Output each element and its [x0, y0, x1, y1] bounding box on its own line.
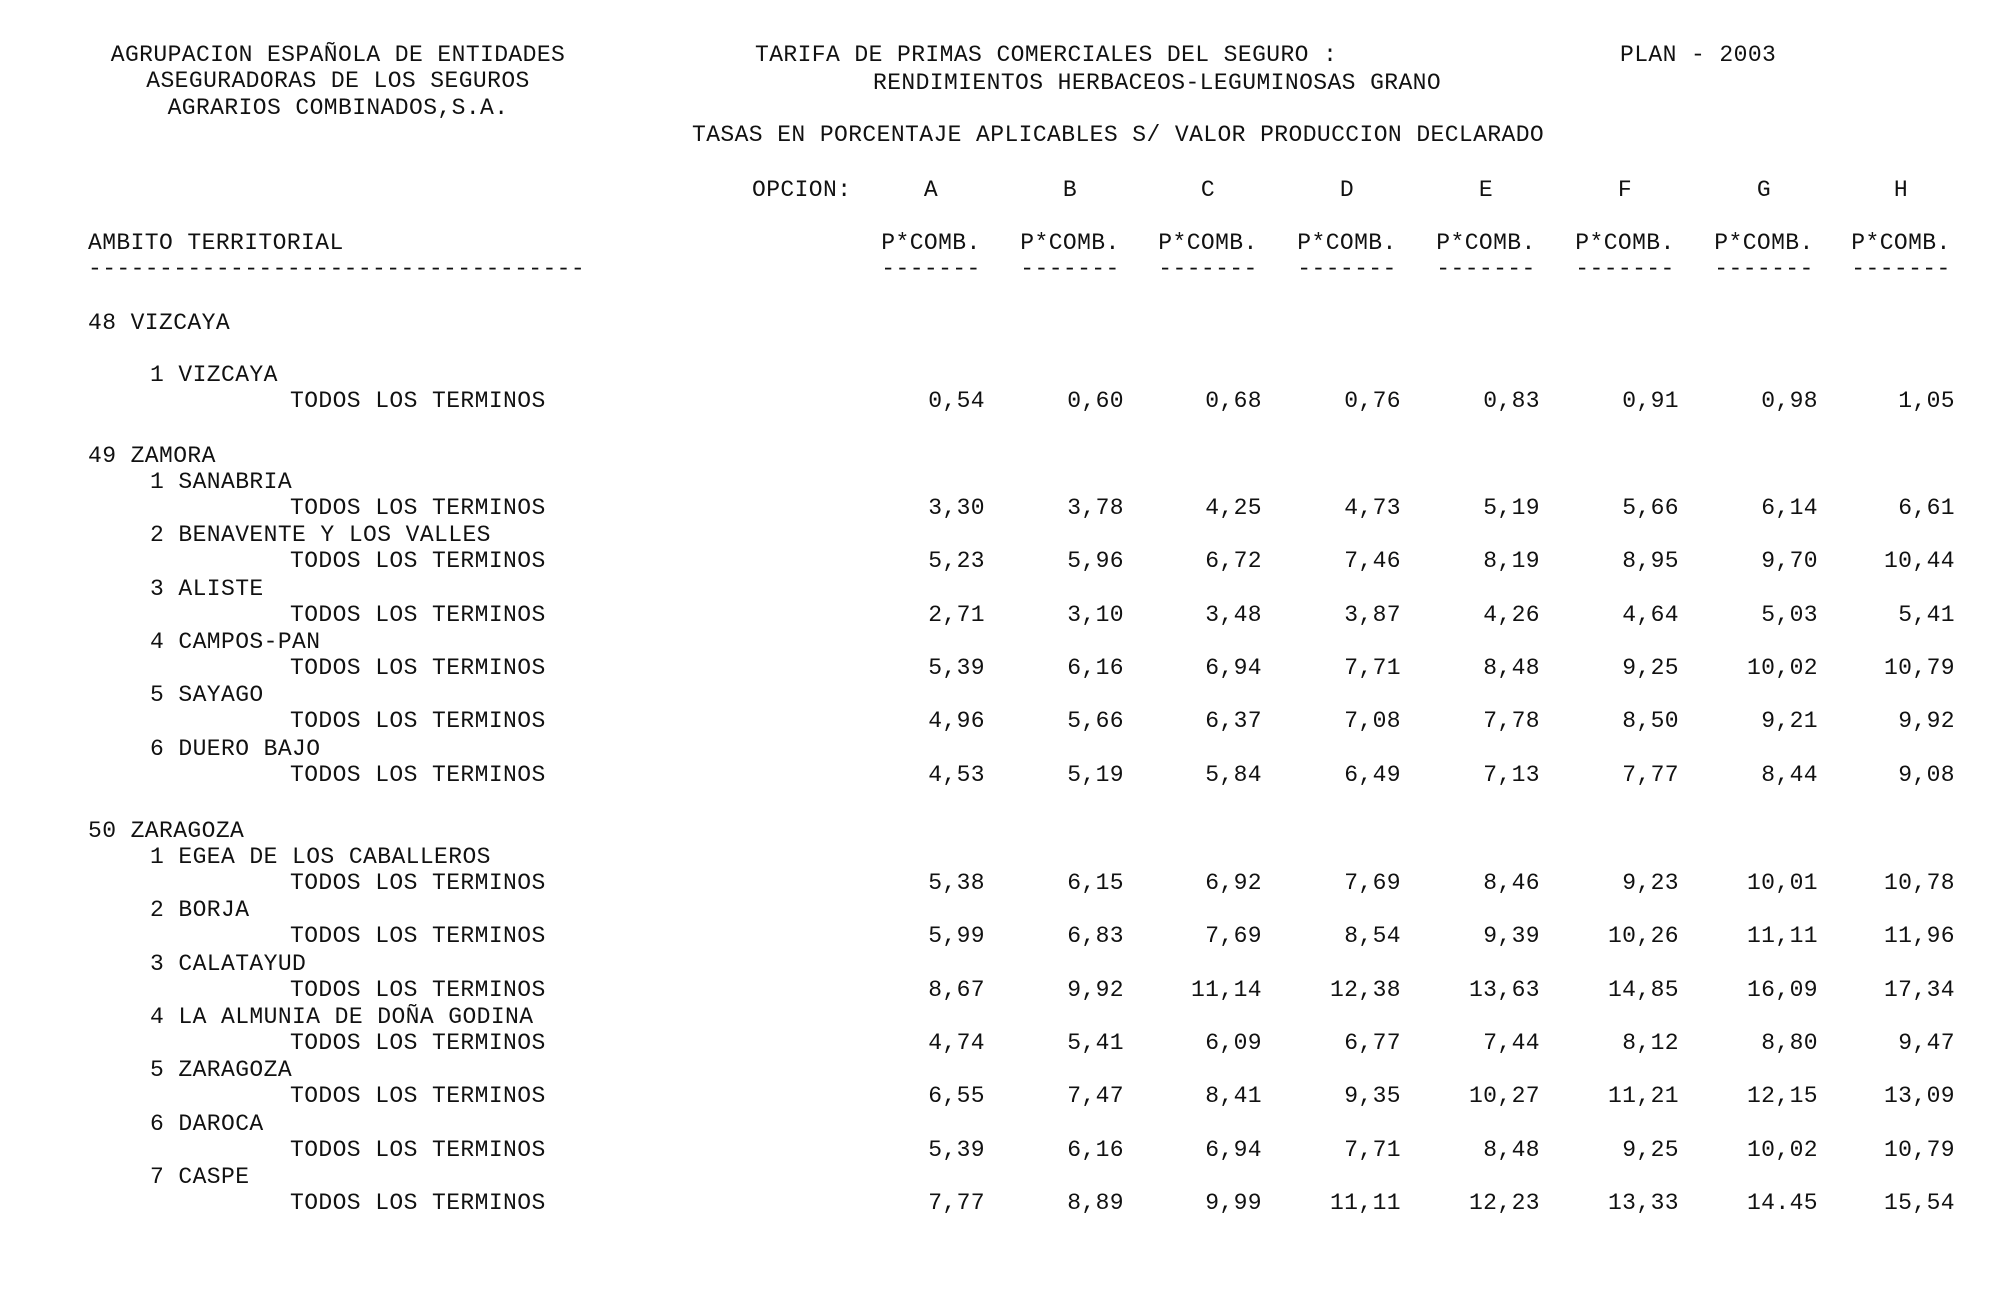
- company-name-line-2: ASEGURADORAS DE LOS SEGUROS: [146, 68, 530, 94]
- rate-value-a: 6,55: [928, 1083, 985, 1110]
- province-name: 48 VIZCAYA: [88, 310, 231, 336]
- comarca-name: 7 CASPE: [150, 1163, 250, 1190]
- column-header-pcomb: P*COMB.: [1714, 230, 1814, 256]
- rate-value-c: 7,69: [1205, 923, 1262, 950]
- rate-value-e: 7,78: [1483, 708, 1540, 735]
- rate-value-f: 4,64: [1622, 601, 1679, 628]
- column-header-pcomb: P*COMB.: [1851, 230, 1951, 256]
- rate-value-f: 7,77: [1622, 761, 1679, 788]
- rate-value-a: 5,99: [928, 923, 985, 950]
- rates-description: TASAS EN PORCENTAJE APLICABLES S/ VALOR PRODUCCION DECLARADO: [692, 122, 1545, 148]
- option-letter-d: D: [1339, 177, 1355, 203]
- column-rule: -------: [1436, 256, 1536, 282]
- terms-label: TODOS LOS TERMINOS: [290, 708, 546, 735]
- rate-value-b: 3,10: [1067, 601, 1124, 628]
- option-label: OPCION:: [752, 177, 852, 203]
- comarca-name: 1 SANABRIA: [150, 469, 293, 495]
- option-letter-g: G: [1756, 177, 1772, 203]
- rate-value-f: 9,23: [1622, 870, 1679, 896]
- terms-label: TODOS LOS TERMINOS: [290, 601, 546, 628]
- rate-value-c: 6,92: [1205, 870, 1262, 896]
- column-header-pcomb: P*COMB.: [1020, 230, 1120, 256]
- rate-value-a: 2,71: [928, 601, 985, 628]
- terms-label: TODOS LOS TERMINOS: [290, 761, 546, 788]
- rate-value-g: 14.45: [1746, 1189, 1818, 1216]
- plan-label: PLAN - 2003: [1620, 42, 1777, 68]
- rate-value-f: 0,91: [1622, 388, 1679, 414]
- rate-value-h: 10,79: [1883, 654, 1955, 681]
- tariff-title: TARIFA DE PRIMAS COMERCIALES DEL SEGURO :: [755, 42, 1338, 68]
- rate-value-f: 9,25: [1622, 1136, 1679, 1163]
- rate-value-h: 9,92: [1898, 708, 1955, 735]
- rate-value-h: 10,78: [1883, 870, 1955, 896]
- column-rule: -------: [1158, 256, 1258, 282]
- rate-value-e: 4,26: [1483, 601, 1540, 628]
- terms-label: TODOS LOS TERMINOS: [290, 495, 546, 521]
- terms-label: TODOS LOS TERMINOS: [290, 1083, 546, 1110]
- comarca-name: 4 CAMPOS-PAN: [150, 628, 321, 655]
- rate-value-b: 5,96: [1067, 548, 1124, 575]
- rate-value-d: 8,54: [1344, 923, 1401, 950]
- column-rule: -------: [1714, 256, 1814, 282]
- rate-value-a: 4,96: [928, 708, 985, 735]
- rate-value-g: 9,21: [1761, 708, 1818, 735]
- rate-value-c: 11,14: [1190, 976, 1262, 1003]
- rate-value-c: 3,48: [1205, 601, 1262, 628]
- option-letter-f: F: [1617, 177, 1633, 203]
- rate-value-a: 5,38: [928, 870, 985, 896]
- rate-value-c: 6,94: [1205, 1136, 1262, 1163]
- rate-value-c: 9,99: [1205, 1189, 1262, 1216]
- rate-value-g: 8,80: [1761, 1029, 1818, 1056]
- terms-label: TODOS LOS TERMINOS: [290, 1136, 546, 1163]
- rate-value-f: 8,95: [1622, 548, 1679, 575]
- terms-label: TODOS LOS TERMINOS: [290, 388, 546, 414]
- rate-value-d: 3,87: [1344, 601, 1401, 628]
- terms-label: TODOS LOS TERMINOS: [290, 976, 546, 1003]
- rate-value-e: 7,44: [1483, 1029, 1540, 1056]
- rate-value-d: 6,77: [1344, 1029, 1401, 1056]
- rate-value-d: 7,08: [1344, 708, 1401, 735]
- rate-value-g: 8,44: [1761, 761, 1818, 788]
- rate-value-f: 8,12: [1622, 1029, 1679, 1056]
- column-rule: -------: [1297, 256, 1397, 282]
- rate-value-b: 3,78: [1067, 495, 1124, 521]
- rate-value-g: 5,03: [1761, 601, 1818, 628]
- rate-value-h: 17,34: [1883, 976, 1955, 1003]
- rate-value-g: 16,09: [1746, 976, 1818, 1003]
- rate-value-e: 8,48: [1483, 654, 1540, 681]
- province-name: 50 ZARAGOZA: [88, 818, 245, 844]
- column-header-pcomb: P*COMB.: [1158, 230, 1258, 256]
- ambito-rule: -----------------------------------: [88, 256, 586, 282]
- column-rule: -------: [1575, 256, 1675, 282]
- rate-value-d: 12,38: [1329, 976, 1401, 1003]
- company-name-line-3: AGRARIOS COMBINADOS,S.A.: [167, 95, 509, 121]
- tariff-subtitle: RENDIMIENTOS HERBACEOS-LEGUMINOSAS GRANO: [873, 70, 1442, 96]
- rate-value-b: 8,89: [1067, 1189, 1124, 1216]
- column-rule: -------: [1851, 256, 1951, 282]
- comarca-name: 3 CALATAYUD: [150, 950, 307, 977]
- rate-value-h: 13,09: [1883, 1083, 1955, 1110]
- rate-value-b: 6,83: [1067, 923, 1124, 950]
- comarca-name: 3 ALISTE: [150, 575, 264, 602]
- rate-value-b: 6,16: [1067, 1136, 1124, 1163]
- column-header-pcomb: P*COMB.: [881, 230, 981, 256]
- rate-value-f: 5,66: [1622, 495, 1679, 521]
- rate-value-a: 4,74: [928, 1029, 985, 1056]
- rate-value-h: 15,54: [1883, 1189, 1955, 1216]
- rate-value-h: 10,79: [1883, 1136, 1955, 1163]
- rate-value-e: 0,83: [1483, 388, 1540, 414]
- terms-label: TODOS LOS TERMINOS: [290, 870, 546, 896]
- comarca-name: 6 DAROCA: [150, 1110, 264, 1137]
- rate-value-d: 11,11: [1329, 1189, 1401, 1216]
- rate-value-g: 10,02: [1746, 1136, 1818, 1163]
- column-rule: -------: [1020, 256, 1120, 282]
- column-header-pcomb: P*COMB.: [1575, 230, 1675, 256]
- rate-value-h: 9,08: [1898, 761, 1955, 788]
- rate-value-e: 13,63: [1468, 976, 1540, 1003]
- comarca-name: 5 ZARAGOZA: [150, 1057, 293, 1084]
- rate-value-e: 10,27: [1468, 1083, 1540, 1110]
- terms-label: TODOS LOS TERMINOS: [290, 923, 546, 950]
- rate-value-b: 5,41: [1067, 1029, 1124, 1056]
- comarca-name: 1 VIZCAYA: [150, 362, 278, 388]
- comarca-name: 2 BORJA: [150, 897, 250, 924]
- rate-value-h: 11,96: [1883, 923, 1955, 950]
- comarca-name: 2 BENAVENTE Y LOS VALLES: [150, 522, 491, 549]
- rate-value-a: 3,30: [928, 495, 985, 521]
- rate-value-d: 4,73: [1344, 495, 1401, 521]
- rate-value-a: 4,53: [928, 761, 985, 788]
- rate-value-g: 6,14: [1761, 495, 1818, 521]
- comarca-name: 6 DUERO BAJO: [150, 735, 321, 762]
- rate-value-h: 9,47: [1898, 1029, 1955, 1056]
- rate-value-f: 8,50: [1622, 708, 1679, 735]
- rate-value-d: 7,69: [1344, 870, 1401, 896]
- rate-value-b: 9,92: [1067, 976, 1124, 1003]
- terms-label: TODOS LOS TERMINOS: [290, 654, 546, 681]
- option-letter-a: A: [923, 177, 939, 203]
- rate-value-b: 7,47: [1067, 1083, 1124, 1110]
- column-header-pcomb: P*COMB.: [1436, 230, 1536, 256]
- rate-value-d: 0,76: [1344, 388, 1401, 414]
- rate-value-d: 6,49: [1344, 761, 1401, 788]
- rate-value-e: 5,19: [1483, 495, 1540, 521]
- province-name: 49 ZAMORA: [88, 443, 216, 469]
- rate-value-g: 10,02: [1746, 654, 1818, 681]
- rate-value-b: 0,60: [1067, 388, 1124, 414]
- rate-value-a: 0,54: [928, 388, 985, 414]
- rate-value-c: 0,68: [1205, 388, 1262, 414]
- rate-value-f: 14,85: [1607, 976, 1679, 1003]
- rate-value-e: 9,39: [1483, 923, 1540, 950]
- rate-value-b: 5,19: [1067, 761, 1124, 788]
- terms-label: TODOS LOS TERMINOS: [290, 1029, 546, 1056]
- rate-value-e: 8,46: [1483, 870, 1540, 896]
- option-letter-b: B: [1062, 177, 1078, 203]
- rate-value-f: 10,26: [1607, 923, 1679, 950]
- rate-value-f: 9,25: [1622, 654, 1679, 681]
- rate-value-d: 7,71: [1344, 1136, 1401, 1163]
- rate-value-c: 4,25: [1205, 495, 1262, 521]
- rate-value-e: 12,23: [1468, 1189, 1540, 1216]
- rate-value-b: 6,15: [1067, 870, 1124, 896]
- rate-value-c: 6,09: [1205, 1029, 1262, 1056]
- rate-value-f: 11,21: [1607, 1083, 1679, 1110]
- comarca-name: 1 EGEA DE LOS CABALLEROS: [150, 844, 491, 870]
- rate-value-e: 7,13: [1483, 761, 1540, 788]
- rate-value-e: 8,19: [1483, 548, 1540, 575]
- option-letter-h: H: [1893, 177, 1909, 203]
- rate-value-h: 5,41: [1898, 601, 1955, 628]
- option-letter-c: C: [1200, 177, 1216, 203]
- rate-value-d: 9,35: [1344, 1083, 1401, 1110]
- rate-value-a: 8,67: [928, 976, 985, 1003]
- rate-value-a: 5,39: [928, 654, 985, 681]
- rate-value-a: 5,39: [928, 1136, 985, 1163]
- rate-value-c: 5,84: [1205, 761, 1262, 788]
- column-rule: -------: [881, 256, 981, 282]
- rate-value-c: 8,41: [1205, 1083, 1262, 1110]
- terms-label: TODOS LOS TERMINOS: [290, 1189, 546, 1216]
- ambito-territorial-label: AMBITO TERRITORIAL: [88, 230, 344, 256]
- rate-value-h: 1,05: [1898, 388, 1955, 414]
- rate-value-c: 6,72: [1205, 548, 1262, 575]
- rate-value-h: 10,44: [1883, 548, 1955, 575]
- rate-value-c: 6,94: [1205, 654, 1262, 681]
- rate-value-g: 12,15: [1746, 1083, 1818, 1110]
- rate-value-g: 10,01: [1746, 870, 1818, 896]
- option-letter-e: E: [1478, 177, 1494, 203]
- rate-value-c: 6,37: [1205, 708, 1262, 735]
- comarca-name: 4 LA ALMUNIA DE DOÑA GODINA: [150, 1003, 534, 1030]
- column-header-pcomb: P*COMB.: [1297, 230, 1397, 256]
- rate-value-g: 9,70: [1761, 548, 1818, 575]
- rate-value-f: 13,33: [1607, 1189, 1679, 1216]
- rate-value-d: 7,46: [1344, 548, 1401, 575]
- comarca-name: 5 SAYAGO: [150, 682, 264, 709]
- rate-value-b: 6,16: [1067, 654, 1124, 681]
- terms-label: TODOS LOS TERMINOS: [290, 548, 546, 575]
- rate-value-a: 7,77: [928, 1189, 985, 1216]
- rate-value-a: 5,23: [928, 548, 985, 575]
- rate-value-d: 7,71: [1344, 654, 1401, 681]
- rate-value-g: 0,98: [1761, 388, 1818, 414]
- rate-value-b: 5,66: [1067, 708, 1124, 735]
- rate-value-h: 6,61: [1898, 495, 1955, 521]
- rate-value-g: 11,11: [1746, 923, 1818, 950]
- rate-value-e: 8,48: [1483, 1136, 1540, 1163]
- company-name-line-1: AGRUPACION ESPAÑOLA DE ENTIDADES: [110, 42, 566, 68]
